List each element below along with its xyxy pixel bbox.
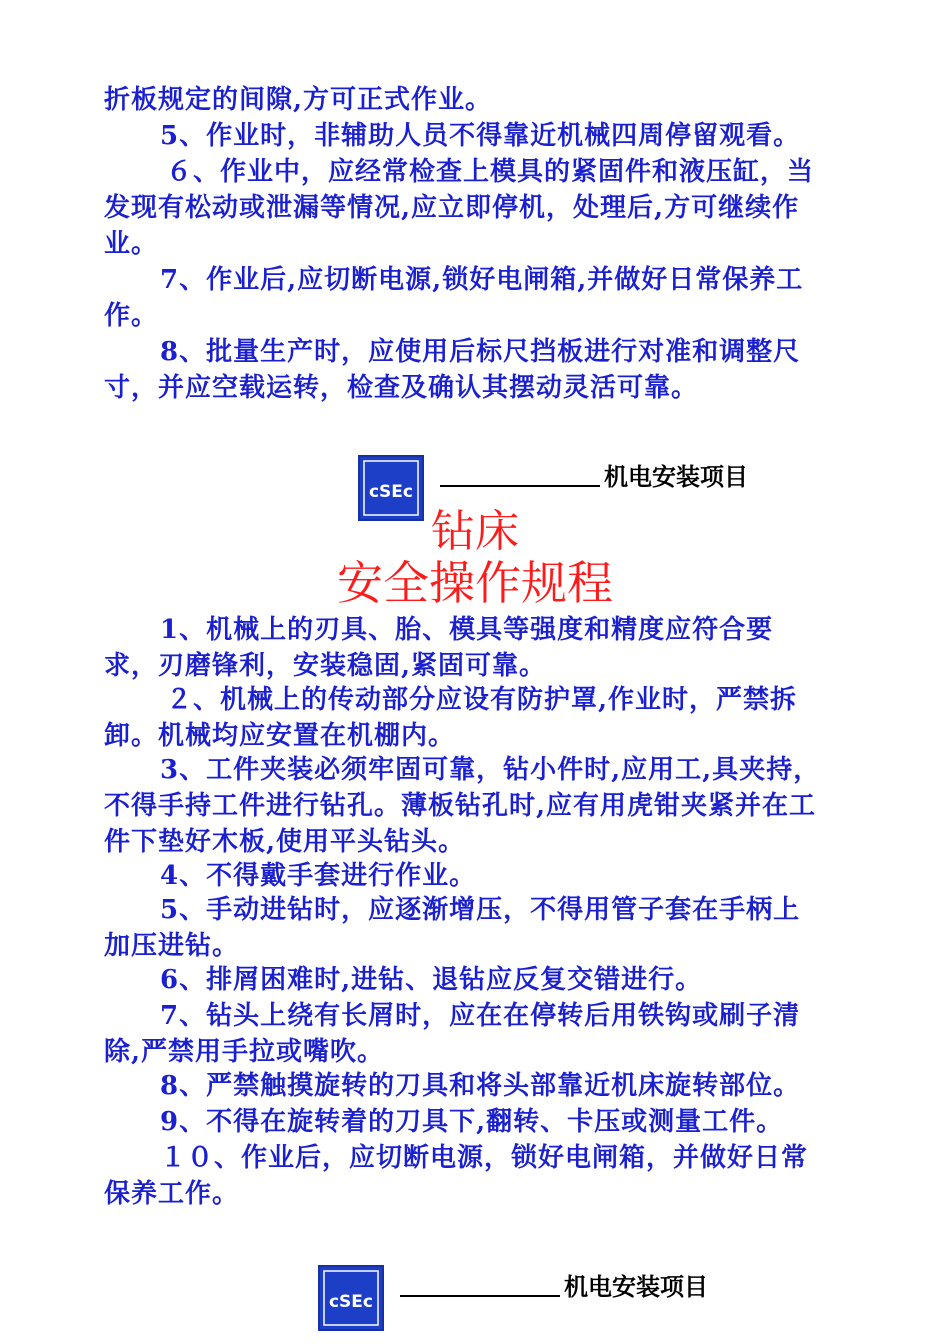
paragraph-continuation: 折板规定的间隙,方可正式作业。 <box>104 85 493 115</box>
document-title-rules: 安全操作规程 <box>337 556 613 610</box>
drill-item-7: 7、钻头上绕有长屑时，应在在停转后用铁钩或刷子清除,严禁用手拉或嘴吹。 <box>104 1001 801 1067</box>
project-name-blank <box>400 1295 560 1297</box>
svg-text:cSEc: cSEc <box>368 482 414 502</box>
company-logo-icon <box>318 1265 384 1331</box>
drill-item-8: 8、严禁触摸旋转的刀具和将头部靠近机床旋转部位。 <box>160 1071 801 1101</box>
project-name-blank <box>440 485 600 487</box>
drill-item-9: 9、不得在旋转着的刀具下,翻转、卡压或测量工件。 <box>160 1107 784 1137</box>
drill-item-2: ２、机械上的传动部分应设有防护罩,作业时，严禁拆卸。机械均应安置在机棚内。 <box>104 685 798 751</box>
document-title-machine: 钻床 <box>431 506 519 557</box>
drill-item-1: 1、机械上的刃具、胎、模具等强度和精度应符合要求，刃磨锋利，安装稳固,紧固可靠。 <box>104 615 774 681</box>
drill-item-6: 6、排屑困难时,进钻、退钻应反复交错进行。 <box>160 965 703 995</box>
project-header-bottom <box>318 1265 758 1335</box>
drill-item-4: 4、不得戴手套进行作业。 <box>160 861 477 891</box>
drill-item-3: 3、工件夹装必须牢固可靠，钻小件时,应用工,具夹持，不得手持工件进行钻孔。薄板钻孔时,应有用虎钳夹紧并在工件下垫好木板,使用平头钻头。 <box>104 755 821 857</box>
project-label: 机电安装项目 <box>564 1273 708 1301</box>
project-label: 机电安装项目 <box>604 463 748 491</box>
paragraph-item-7: 7、作业后,应切断电源,锁好电闸箱,并做好日常保养工作。 <box>104 265 804 331</box>
drill-item-10: １０、作业后，应切断电源，锁好电闸箱，并做好日常保养工作。 <box>104 1143 809 1209</box>
paragraph-item-8: 8、批量生产时，应使用后标尺挡板进行对准和调整尺寸，并应空载运转，检查及确认其摆动灵活可靠。 <box>104 337 801 403</box>
paragraph-item-5: 5、作业时，非辅助人员不得靠近机械四周停留观看。 <box>160 121 801 151</box>
paragraph-item-6: ６、作业中，应经常检查上模具的紧固件和液压缸，当发现有松动或泄漏等情况,应立即停机，处理后,方可继续作业。 <box>104 157 815 259</box>
svg-text:cSEc: cSEc <box>328 1292 374 1312</box>
drill-item-5: 5、手动进钻时，应逐渐增压，不得用管子套在手柄上加压进钻。 <box>104 895 801 961</box>
